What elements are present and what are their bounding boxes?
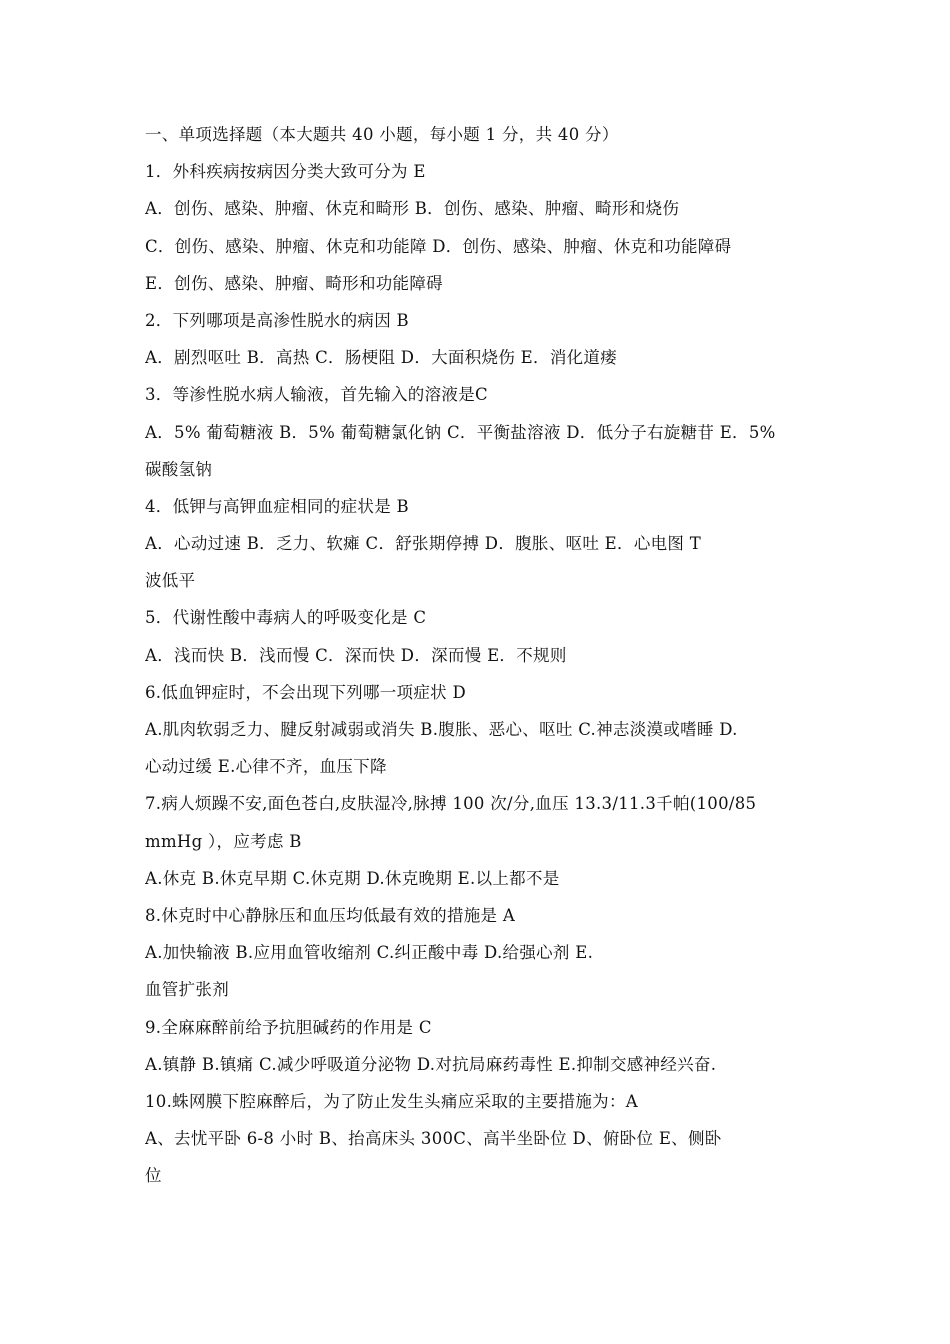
question-6-options: 心动过缓 E.心律不齐，血压下降 bbox=[145, 757, 387, 777]
question-9: 9.全麻麻醉前给予抗胆碱药的作用是 C bbox=[145, 1017, 432, 1037]
question-4-options: A．心动过速 B．乏力、软瘫 C．舒张期停搏 D．腹胀、呕吐 E．心电图 T bbox=[145, 534, 702, 554]
question-1-options: C．创伤、感染、肿瘤、休克和功能障 D．创伤、感染、肿瘤、休克和功能障碍 bbox=[145, 236, 732, 256]
question-6-options: A.肌肉软弱乏力、腱反射减弱或消失 B.腹胀、恶心、呕吐 C.神志淡漠或嗜睡 D. bbox=[145, 720, 738, 739]
question-1-options: E．创伤、感染、肿瘤、畸形和功能障碍 bbox=[145, 273, 443, 293]
question-2: 2．下列哪项是高渗性脱水的病因 B bbox=[145, 310, 409, 330]
question-4: 4．低钾与高钾血症相同的症状是 B bbox=[145, 496, 409, 516]
question-5: 5．代谢性酸中毒病人的呼吸变化是 C bbox=[145, 608, 427, 628]
question-8-options: 血管扩张剂 bbox=[145, 980, 229, 1000]
question-7-options: A.休克 B.休克早期 C.休克期 D.休克晚期 E.以上都不是 bbox=[145, 868, 560, 888]
question-3-options: 碳酸氢钠 bbox=[145, 459, 213, 479]
question-1: 1．外科疾病按病因分类大致可分为 E bbox=[145, 162, 426, 182]
question-3: 3．等渗性脱水病人输液，首先输入的溶液是C bbox=[145, 385, 488, 405]
question-6: 6.低血钾症时，不会出现下列哪一项症状 D bbox=[145, 682, 467, 702]
question-10-options: A、去忧平卧 6-8 小时 B、抬高床头 300C、高半坐卧位 D、俯卧位 E、侧卧 bbox=[145, 1129, 722, 1149]
question-7: 7.病人烦躁不安,面色苍白,皮肤湿冷,脉搏 100 次/分,血压 13.3/11.3千帕(100/85 bbox=[145, 794, 757, 814]
question-10: 10.蛛网膜下腔麻醉后，为了防止发生头痛应采取的主要措施为：A bbox=[145, 1091, 638, 1111]
question-5-options: A．浅而快 B．浅而慢 C．深而快 D．深而慢 E．不规则 bbox=[145, 645, 567, 665]
question-7: mmHg ），应考虑 B bbox=[145, 831, 302, 851]
section-heading: 一、单项选择题（本大题共 40 小题，每小题 1 分，共 40 分） bbox=[145, 125, 619, 144]
question-8-options: A.加快输液 B.应用血管收缩剂 C.纠正酸中毒 D.给强心剂 E. bbox=[145, 943, 594, 963]
question-2-options: A．剧烈呕吐 B．高热 C．肠梗阻 D．大面积烧伤 E．消化道瘘 bbox=[145, 348, 618, 368]
question-10-options: 位 bbox=[145, 1166, 162, 1186]
question-4-options: 波低平 bbox=[145, 571, 196, 591]
question-9-options: A.镇静 B.镇痛 C.减少呼吸道分泌物 D.对抗局麻药毒性 E.抑制交感神经兴奋. bbox=[145, 1054, 717, 1074]
question-text-block bbox=[145, 116, 815, 1194]
question-8: 8.休克时中心静脉压和血压均低最有效的措施是 A bbox=[145, 905, 516, 925]
question-3-options: A．5% 葡萄糖液 B．5% 葡萄糖氯化钠 C．平衡盐溶液 D．低分子右旋糖苷 E．5% bbox=[145, 422, 776, 442]
question-1-options: A．创伤、感染、肿瘤、休克和畸形 B．创伤、感染、肿瘤、畸形和烧伤 bbox=[145, 199, 680, 219]
